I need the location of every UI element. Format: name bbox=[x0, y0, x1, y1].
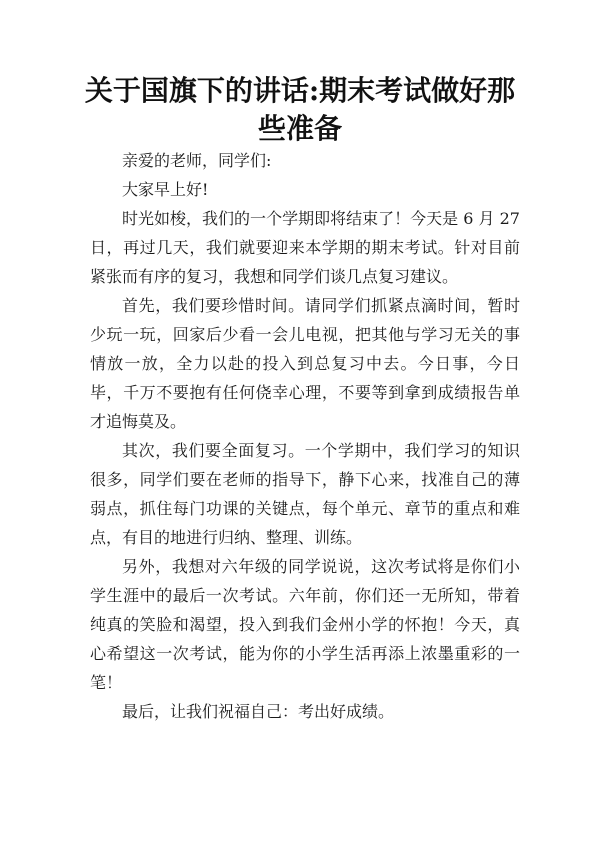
closing-paragraph: 最后，让我们祝福自己：考出好成绩。 bbox=[122, 702, 395, 721]
document-body bbox=[90, 146, 520, 726]
third-point-paragraph: 另外，我想对六年级的同学说说，这次考试将是你们小学生涯中的最后一次考试。六年前，你们还一无所知，带着纯真的笑脸和渴望，投入到我们金州小学的怀抱！今天，真心希望这一次考试，能为你的小学生活再添上浓墨重彩的一笔！ bbox=[90, 557, 520, 692]
salutation-paragraph: 大家早上好! bbox=[122, 180, 209, 199]
second-point-paragraph: 其次，我们要全面复习。一个学期中，我们学习的知识很多，同学们要在老师的指导下，静下心来，找准自己的薄弱点，抓住每门功课的关键点，每个单元、章节的重点和难点，有目的地进行归纳、整理、训练。 bbox=[90, 441, 520, 547]
document-title: 关于国旗下的讲话:期末考试做好那些准备 bbox=[84, 74, 516, 145]
greeting-paragraph: 亲爱的老师，同学们: bbox=[122, 151, 272, 170]
intro-paragraph: 时光如梭，我们的一个学期即将结束了！今天是 6 月 27 日，再过几天，我们就要迎来本学期的期末考试。针对目前紧张而有序的复习，我想和同学们谈几点复习建议。 bbox=[90, 209, 520, 286]
first-point-paragraph: 首先，我们要珍惜时间。请同学们抓紧点滴时间，暂时少玩一玩，回家后少看一会儿电视，把其他与学习无关的事情放一放，全力以赴的投入到总复习中去。今日事，今日毕，千万不要抱有任何侥幸心理，不要等到拿到成绩报告单才追悔莫及。 bbox=[90, 296, 520, 431]
